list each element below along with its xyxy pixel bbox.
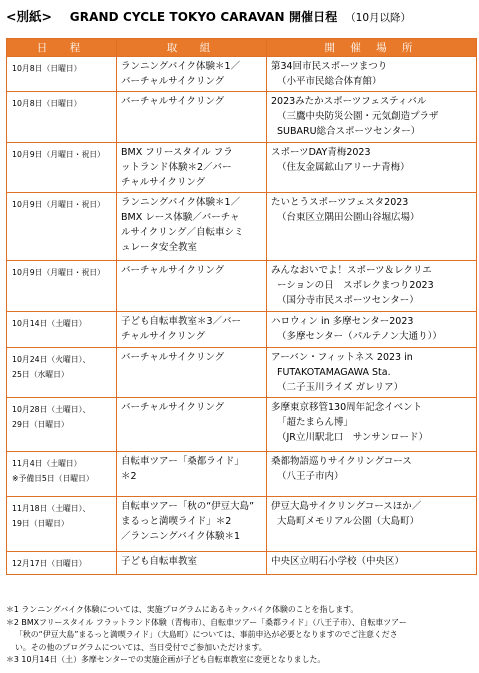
venue-line: （JR立川駅北口 サンサンロード） xyxy=(277,432,428,443)
activity-line: 子ども自転車教室＊3／バー xyxy=(121,316,242,327)
date-cell xyxy=(7,497,117,552)
date-line: 25日（水曜日） xyxy=(12,370,69,379)
venue-cell xyxy=(267,348,477,398)
activity-line: バーチャルサイクリング xyxy=(121,352,225,363)
activity-line: ュレータ安全教室 xyxy=(121,242,198,253)
date-cell xyxy=(7,143,117,193)
activity-cell xyxy=(117,497,267,552)
activity-line: ランニングバイク体験＊1／ xyxy=(121,197,241,208)
activity-line: BMX フリースタイル フラ xyxy=(121,147,233,158)
table-header-row xyxy=(7,39,477,57)
activity-cell xyxy=(117,92,267,143)
venue-line: （二子玉川ライズ ガレリア） xyxy=(277,382,404,393)
activity-line: 自転車ツアー「桑都ライド」 xyxy=(121,456,244,467)
attachment-label: <別紙> xyxy=(6,9,52,24)
venue-line: スポーツDAY青梅2023 xyxy=(271,147,371,158)
activity-line: 子ども自転車教室 xyxy=(121,556,198,567)
column-header-venue: 開 催 場 所 xyxy=(267,39,477,57)
footnote-2-cont: 「秋の“伊豆大島”まるっと満喫ライド」（大島町）については、事前申込が必要となりますのでご注意くださ xyxy=(15,630,398,639)
activity-line: チャルサイクリング xyxy=(121,331,206,342)
venue-cell xyxy=(267,57,477,92)
activity-cell xyxy=(117,57,267,92)
footnote-2: ＊2 BMXフリースタイル フラットランド体験（青梅市）、自転車ツアー「桑都ライド」（八王子市）、自転車ツアー xyxy=(6,617,407,627)
footnote-2-cont: い。その他のプログラムについては、当日受付でご参加いただけます。 xyxy=(15,642,267,652)
date-cell xyxy=(7,552,117,575)
table-row xyxy=(7,398,477,452)
venue-line: （住友金属鉱山アリーナ青梅） xyxy=(277,162,410,173)
column-header-date: 日 程 xyxy=(7,39,117,57)
table-row xyxy=(7,552,477,575)
venue-line: 「超たまらん博」 xyxy=(277,417,354,428)
venue-line: （三鷹中央防災公園・元気創造プラザ xyxy=(277,111,439,122)
activity-cell xyxy=(117,143,267,193)
date-line: 10月28日（土曜日）、 xyxy=(12,405,91,414)
venue-cell xyxy=(267,497,477,552)
venue-cell xyxy=(267,452,477,497)
schedule-table xyxy=(6,38,477,575)
activity-line: ットランド体験＊2／バー xyxy=(121,162,232,173)
venue-line: 桑都物語巡りサイクリングコース xyxy=(271,456,412,467)
activity-line: バーチャルサイクリング xyxy=(121,402,225,413)
venue-line: （小平市民総合体育館） xyxy=(277,76,382,87)
table-row xyxy=(7,57,477,92)
column-header-activity: 取 組 xyxy=(117,39,267,57)
date-line: 11月4日（土曜日） xyxy=(12,459,82,468)
activity-line: チャルサイクリング xyxy=(121,177,206,188)
activity-line: 自転車ツアー「秋の“伊豆大島” xyxy=(121,501,255,512)
date-cell xyxy=(7,452,117,497)
venue-line: ハロウィン in 多摩センター2023 xyxy=(271,316,414,327)
date-line: 10月24日（火曜日）、 xyxy=(12,355,91,364)
footnote-3: ＊3 10月14日（土）多摩センターでの実施企画が子ども自転車教室に変更となりました。 xyxy=(6,655,326,664)
activity-line: ＊2 xyxy=(121,471,137,482)
activity-line: バーチャルサイクリング xyxy=(121,265,225,276)
date-cell xyxy=(7,92,117,143)
activity-line: ルサイクリング／自転車シミ xyxy=(121,227,244,238)
table-row xyxy=(7,452,477,497)
activity-line: まるっと満喫ライド」＊2 xyxy=(121,516,232,527)
date-cell xyxy=(7,312,117,348)
activity-cell xyxy=(117,261,267,312)
date-cell xyxy=(7,398,117,452)
footnote-1: ＊1 ランニングバイク体験については、実施プログラムにあるキックバイク体験のことを指します。 xyxy=(6,605,359,614)
venue-line: （国分寺市民スポーツセンター） xyxy=(277,295,419,306)
table-row xyxy=(7,92,477,143)
table-row xyxy=(7,348,477,398)
venue-line: 伊豆大島サイクリングコースほか／ xyxy=(271,501,422,512)
venue-line: FUTAKOTAMAGAWA Sta. xyxy=(277,367,391,378)
date-line: 10月9日（月曜日・祝日） xyxy=(12,200,105,209)
date-line: 11月18日（土曜日）、 xyxy=(12,504,91,513)
activity-line: ランニングバイク体験＊1／ xyxy=(121,61,241,72)
activity-cell xyxy=(117,193,267,261)
activity-cell xyxy=(117,398,267,452)
venue-cell xyxy=(267,92,477,143)
date-line: 10月8日（日曜日） xyxy=(12,64,82,73)
activity-cell xyxy=(117,348,267,398)
venue-cell xyxy=(267,552,477,575)
venue-cell xyxy=(267,261,477,312)
table-row xyxy=(7,312,477,348)
activity-line: バーチャルサイクリング xyxy=(121,76,225,87)
table-row xyxy=(7,261,477,312)
venue-line: （多摩センター（パルテノン大通り）） xyxy=(277,331,442,342)
date-line: ※予備日5日（日曜日） xyxy=(12,474,94,483)
date-cell xyxy=(7,57,117,92)
venue-line: 大島町メモリアル公園（大島町） xyxy=(277,516,420,527)
date-cell xyxy=(7,261,117,312)
page-title: GRAND CYCLE TOKYO CARAVAN 開催日程 xyxy=(69,10,338,24)
document-header xyxy=(6,7,476,27)
date-line: 10月14日（土曜日） xyxy=(12,319,87,328)
venue-line: みんなおいでよ！スポーツ＆レクリエ xyxy=(271,265,432,276)
venue-line: （台東区立隅田公園山谷堀広場） xyxy=(277,212,420,223)
page-subtitle: （10月以降） xyxy=(345,12,412,24)
venue-cell xyxy=(267,398,477,452)
venue-line: 2023みたかスポーツフェスティバル xyxy=(271,96,427,107)
table-row xyxy=(7,143,477,193)
activity-cell xyxy=(117,552,267,575)
table-row xyxy=(7,193,477,261)
date-line: 10月9日（月曜日・祝日） xyxy=(12,150,105,159)
activity-line: バーチャルサイクリング xyxy=(121,96,225,107)
activity-cell xyxy=(117,452,267,497)
venue-line: たいとうスポーツフェスタ2023 xyxy=(271,197,409,208)
date-line: 12月17日（日曜日） xyxy=(12,559,87,568)
venue-line: 中央区立明石小学校（中央区） xyxy=(271,556,405,567)
activity-cell xyxy=(117,312,267,348)
date-line: 19日（日曜日） xyxy=(12,519,69,528)
venue-line: ーションの日 スポレクまつり2023 xyxy=(277,280,434,291)
activity-line: ／ランニングバイク体験＊1 xyxy=(121,531,241,542)
venue-line: 第34回市民スポーツまつり xyxy=(271,61,388,72)
date-line: 10月9日（月曜日・祝日） xyxy=(12,268,105,277)
table-row xyxy=(7,497,477,552)
venue-cell xyxy=(267,193,477,261)
activity-line: BMX レース体験／バーチャ xyxy=(121,212,240,223)
date-line: 10月8日（日曜日） xyxy=(12,99,82,108)
venue-line: SUBARU総合スポーツセンター） xyxy=(277,126,421,137)
date-line: 29日（日曜日） xyxy=(12,420,69,429)
date-cell xyxy=(7,193,117,261)
venue-line: （八王子市内） xyxy=(277,471,344,482)
footnotes xyxy=(6,604,476,667)
venue-cell xyxy=(267,312,477,348)
date-cell xyxy=(7,348,117,398)
venue-cell xyxy=(267,143,477,193)
venue-line: アーバン・フィットネス 2023 in xyxy=(271,352,413,363)
venue-line: 多摩東京移管130周年記念イベント xyxy=(271,402,423,413)
